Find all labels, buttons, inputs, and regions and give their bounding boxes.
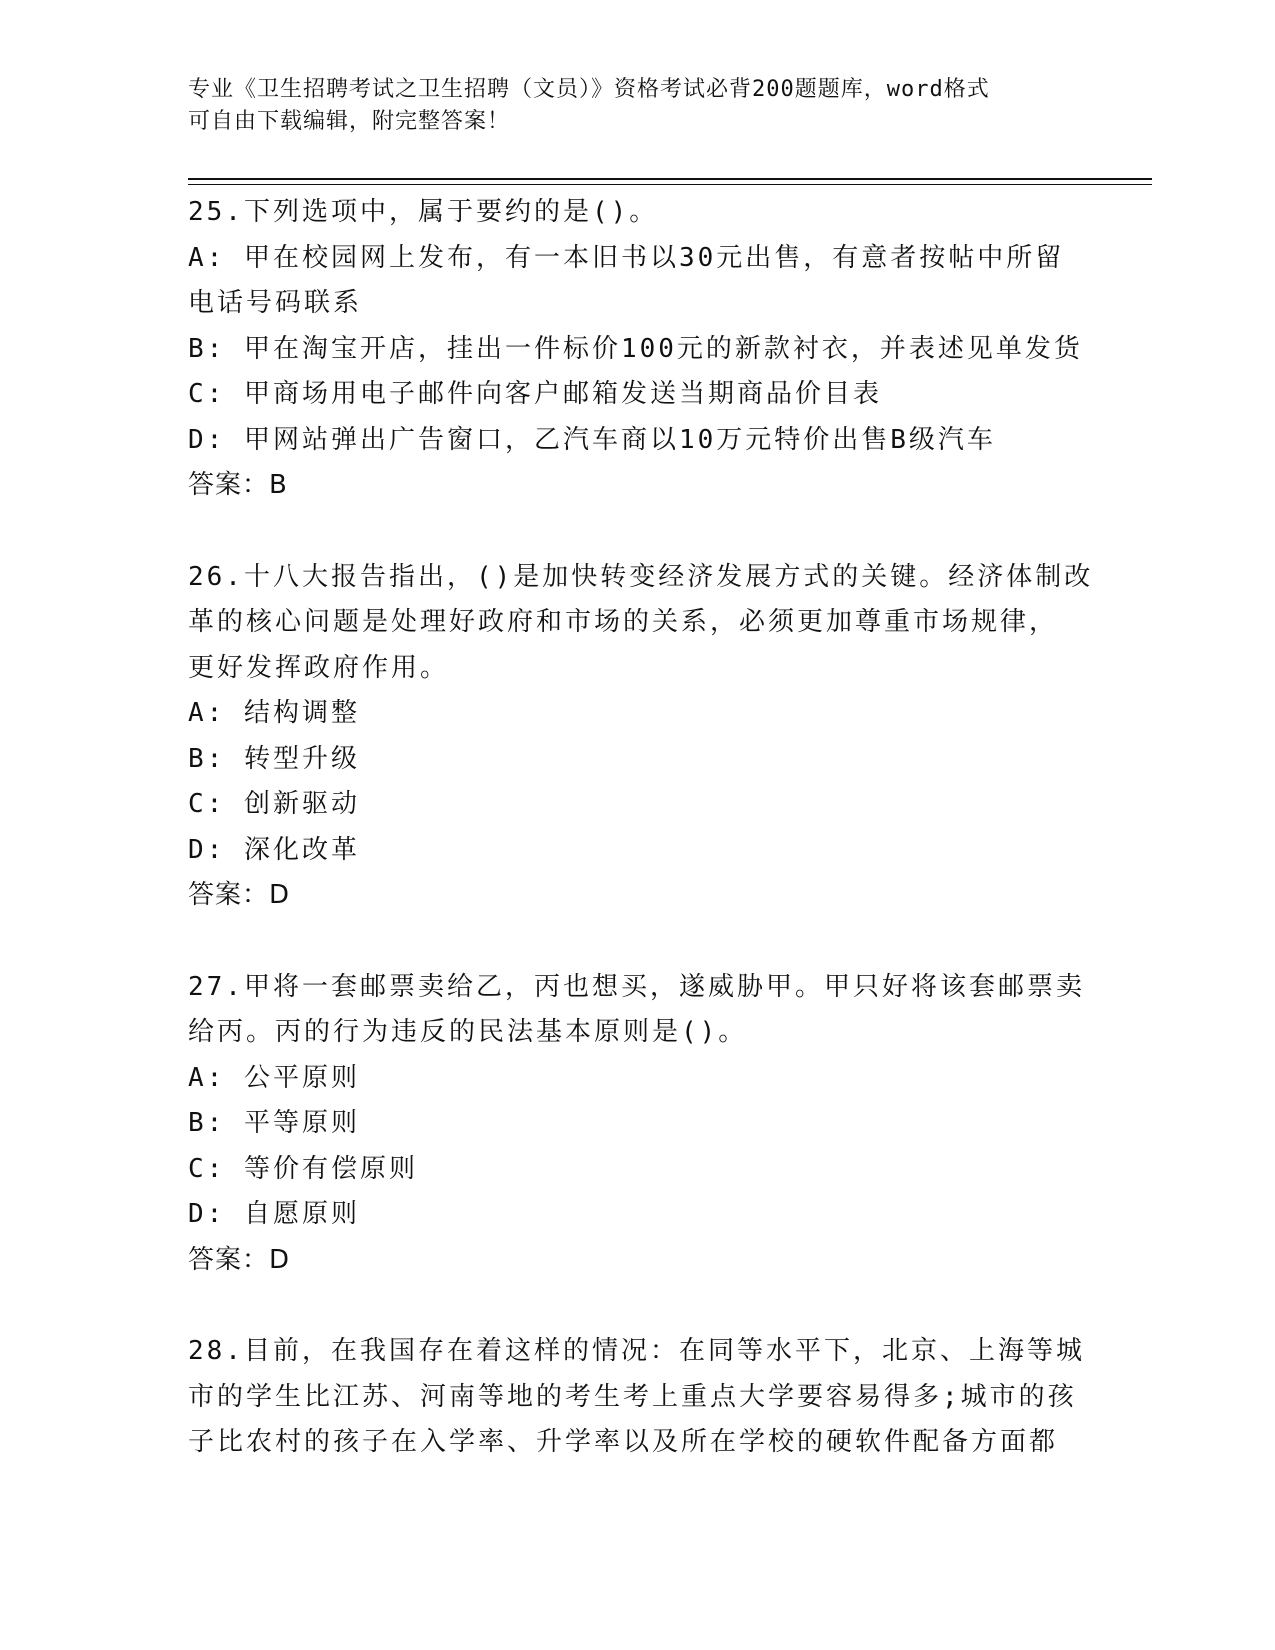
question-text: 26.十八大报告指出，()是加快转变经济发展方式的关键。经济体制改 bbox=[188, 561, 1094, 592]
question-text-continued: 市的学生比江苏、河南等地的考生考上重点大学要容易得多;城市的孩 bbox=[188, 1381, 1077, 1412]
header-rule-thick bbox=[188, 178, 1152, 180]
option-a-continued: 电话号码联系 bbox=[188, 288, 363, 318]
option-d: D: 自愿原则 bbox=[188, 1199, 360, 1229]
option-c: C: 创新驱动 bbox=[188, 789, 360, 819]
option-a: A: 公平原则 bbox=[188, 1062, 360, 1093]
question-text: 28.目前，在我国存在着这样的情况：在同等水平下，北京、上海等城 bbox=[188, 1336, 1085, 1366]
question-26 bbox=[188, 555, 1094, 919]
option-a: A: 甲在校园网上发布，有一本旧书以30元出售，有意者按帖中所留 bbox=[188, 242, 1065, 273]
answer-label: 答案：B bbox=[188, 470, 288, 500]
header-rule-thin bbox=[188, 184, 1152, 185]
document-header bbox=[188, 74, 1068, 138]
option-b: B: 甲在淘宝开店，挂出一件标价100元的新款衬衣，并表述见单发货 bbox=[188, 333, 1083, 364]
question-25 bbox=[188, 190, 1088, 509]
spacer bbox=[188, 509, 1088, 555]
option-b: B: 平等原则 bbox=[188, 1108, 360, 1138]
question-text: 25.下列选项中，属于要约的是()。 bbox=[188, 197, 659, 227]
answer-label: 答案：D bbox=[188, 880, 291, 910]
option-c: C: 等价有偿原则 bbox=[188, 1153, 418, 1184]
option-b: B: 转型升级 bbox=[188, 743, 360, 774]
header-line-2: 可自由下载编辑，附完整答案！ bbox=[188, 109, 511, 134]
question-27 bbox=[188, 965, 1088, 1284]
question-text-continued: 更好发挥政府作用。 bbox=[188, 652, 450, 683]
question-text: 27.甲将一套邮票卖给乙，丙也想买，遂威胁甲。甲只好将该套邮票卖 bbox=[188, 971, 1085, 1002]
answer-label: 答案：D bbox=[188, 1244, 291, 1275]
question-text-continued: 给丙。丙的行为违反的民法基本原则是()。 bbox=[188, 1017, 748, 1047]
question-text-continued: 子比农村的孩子在入学率、升学率以及所在学校的硬软件配备方面都 bbox=[188, 1427, 1059, 1457]
spacer bbox=[188, 1283, 1088, 1329]
option-a: A: 结构调整 bbox=[188, 698, 360, 728]
option-d: D: 甲网站弹出广告窗口，乙汽车商以10万元特价出售B级汽车 bbox=[188, 424, 996, 455]
option-c: C: 甲商场用电子邮件向客户邮箱发送当期商品价目表 bbox=[188, 379, 882, 409]
header-line-1: 专业《卫生招聘考试之卫生招聘（文员）》资格考试必背200题题库，word格式 bbox=[188, 77, 990, 102]
option-d: D: 深化改革 bbox=[188, 834, 360, 865]
question-28 bbox=[188, 1329, 1088, 1466]
spacer bbox=[188, 919, 1088, 965]
question-text-continued: 革的核心问题是处理好政府和市场的关系，必须更加尊重市场规律， bbox=[188, 607, 1059, 637]
question-list bbox=[188, 190, 1094, 1466]
